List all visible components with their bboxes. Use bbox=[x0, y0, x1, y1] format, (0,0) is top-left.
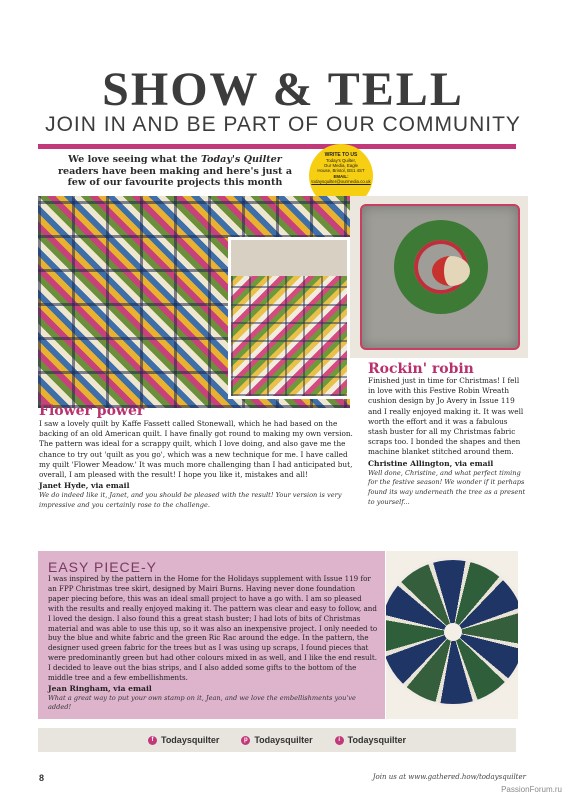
flower-quilt-bed-photo bbox=[228, 237, 350, 399]
tree-skirt-photo bbox=[386, 551, 518, 719]
intro-part1: We love seeing what the bbox=[68, 154, 202, 165]
robin-cushion-photo bbox=[350, 196, 528, 358]
bedroom-wall bbox=[231, 240, 347, 276]
social-instagram-label: Todaysquilter bbox=[347, 735, 407, 745]
page-number: 8 bbox=[39, 773, 45, 783]
flower-reply: We do indeed like it, Janet, and you should be pleased with the result! Your version is very impressive and you certainly rose to the challenge. bbox=[39, 491, 342, 510]
easy-credit: Jean Ringham, via email bbox=[48, 683, 152, 693]
badge-line3: House, Bristol, BS1 4ST bbox=[317, 168, 365, 174]
badge-email-label: EMAIL: bbox=[333, 173, 349, 179]
badge-email bbox=[309, 174, 373, 184]
easy-heading: EASY PIECE-Y bbox=[48, 559, 158, 575]
flower-article bbox=[39, 419, 357, 511]
robin-heading: Rockin' robin bbox=[368, 361, 474, 377]
social-facebook[interactable] bbox=[148, 735, 219, 745]
social-pinterest[interactable] bbox=[241, 735, 312, 745]
social-pinterest-label: Todaysquilter bbox=[254, 735, 313, 745]
facebook-icon: f bbox=[148, 736, 157, 745]
robin-reply: Well done, Christine, and what perfect timing for the festive season! We wonder if it perhaps found its way underneath the tree as a present to yourself... bbox=[368, 468, 526, 506]
tree-skirt-center bbox=[444, 623, 462, 641]
robin-applique bbox=[432, 256, 470, 286]
easy-body: I was inspired by the pattern in the Home for the Holidays supplement with Issue 119 for an FPP Christmas tree skirt, designed by Mairi Burns. Having never done foundation paper piecing before, this was an ideal small project to have a go with. I am so pleased with the results and really enjoyed making it. The pattern was clear and easy to follow, and I loved the design. I also found this a great stash buster; I had lots of bits of Christmas material and was able to use this up, so it was also an inexpensive project. I only needed to buy the blue and white fabric and the green Ric Rac around the edge. In the pattern, the designer used green fabric for the trees but as I was using up scraps, I found pieces that were predominantly green but had other colours mixed in as well, and I like the end result. I decided to leave out the bias strips, and I also added some gifts to the bottom of the middle tree and a few embellishments. bbox=[48, 574, 378, 683]
page-title: SHOW & TELL bbox=[102, 63, 464, 116]
badge-heading: WRITE TO US bbox=[324, 152, 358, 158]
instagram-icon: i bbox=[335, 736, 344, 745]
social-bar bbox=[38, 728, 516, 752]
intro-part2: readers have been making and here's just a few of our favourite projects this month bbox=[57, 165, 293, 188]
robin-article bbox=[368, 376, 526, 507]
social-facebook-label: Todaysquilter bbox=[160, 735, 220, 745]
easy-reply: What a great way to put your own stamp on it, Jean, and we love the embellishments you've added! bbox=[48, 693, 356, 712]
title-divider bbox=[38, 144, 516, 149]
badge-line1: Today's Quilter, bbox=[326, 158, 356, 163]
badge-line2: Our Media, Eagle bbox=[323, 163, 359, 169]
intro-text bbox=[50, 154, 300, 189]
badge-email-link[interactable]: todaysquilter@ourmedia.co.uk bbox=[311, 178, 371, 184]
flower-credit: Janet Hyde, via email bbox=[39, 481, 130, 491]
watermark: PassionForum.ru bbox=[501, 785, 562, 794]
flower-heading: Flower power bbox=[39, 403, 145, 419]
robin-body: Finished just in time for Christmas! I fell in love with this Festive Robin Wreath cushion design by Jo Avery in Issue 119 and I really enjoyed making it. It was well worth the effort and it was a fabulous stash buster for all my Christmas fabric scraps too. I bonded the shapes and then machine blanket stitched around them. bbox=[368, 376, 524, 457]
robin-credit: Christine Allington, via email bbox=[368, 458, 494, 468]
footer-url[interactable]: Join us at www.gathered.how/todaysquilter bbox=[372, 773, 526, 781]
pinterest-icon: p bbox=[241, 736, 250, 745]
easy-article bbox=[48, 574, 378, 713]
page-subtitle: JOIN IN AND BE PART OF OUR COMMUNITY bbox=[45, 113, 521, 136]
intro-magazine: Today's Quilter bbox=[201, 154, 282, 165]
flower-body: I saw a lovely quilt by Kaffe Fassett called Stonewall, which he had based on the backing of an old American quilt. I have finally got round to making my own version. The pattern was ideal for a scrappy quilt, which I love doing, and also gave me the chance to try out 'quilt as you go', which was a new technique for me. I have called my quilt 'Flower Meadow.' It was much more challenging than I had anticipated but, overall, I am pleased with the result! I hope you like it, mistakes and all! bbox=[39, 419, 353, 480]
social-instagram[interactable] bbox=[335, 735, 406, 745]
